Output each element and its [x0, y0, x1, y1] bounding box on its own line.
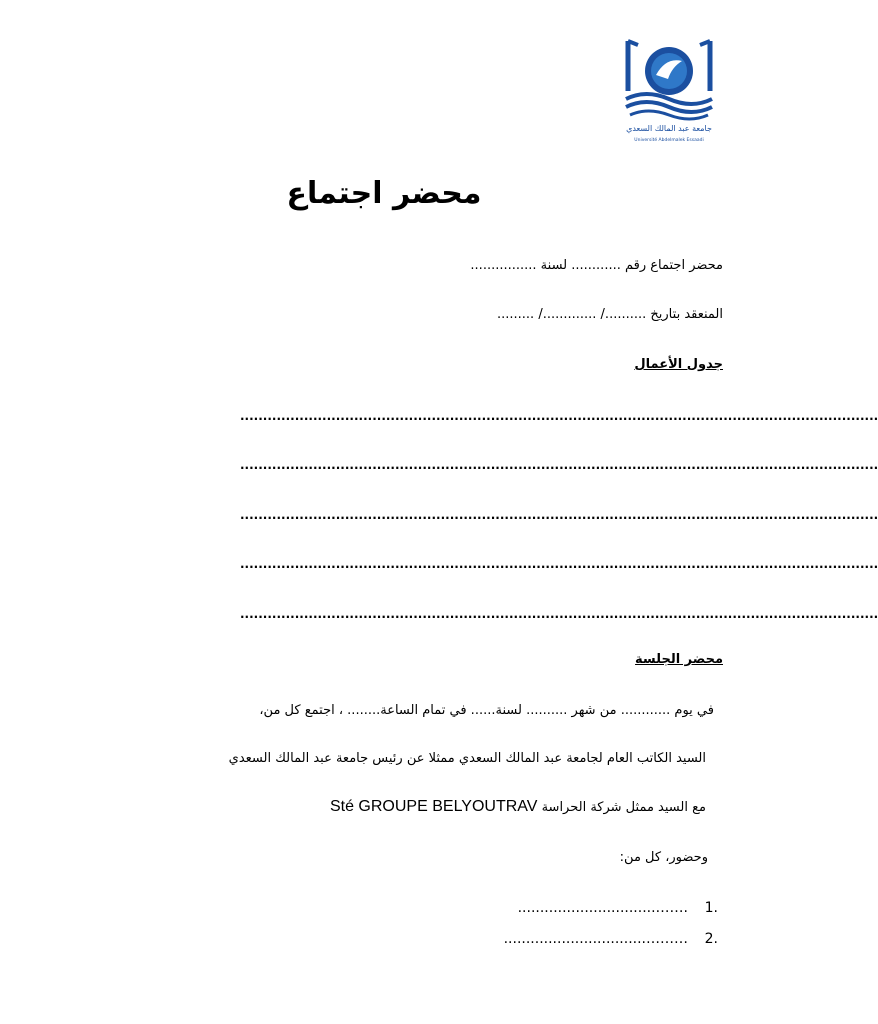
page-title: محضر اجتماع — [286, 176, 482, 211]
security-company-label: مع السيد ممثل شركة الحراسة — [541, 800, 706, 815]
agenda-line-5: ............................................................................................................................................ — [240, 607, 878, 621]
agenda-line-2: ............................................................................................................................................ — [240, 458, 878, 472]
meeting-date-line: المنعقد بتاريخ ........../ ............./ ......... — [497, 307, 723, 322]
agenda-heading: جدول الأعمال — [634, 357, 723, 372]
logo-arabic-text: جامعة عبد المالك السعدي — [626, 124, 712, 133]
attendee-item — [504, 931, 718, 947]
session-heading: محضر الجلسة — [635, 652, 723, 667]
session-line-1: في يوم ............ من شهر .......... لسنة...... في تمام الساعة........ ، اجتمع كل من، — [259, 703, 714, 718]
company-name: Sté GROUPE BELYOUTRAV — [329, 798, 538, 815]
session-line-3 — [330, 798, 706, 816]
agenda-line-4: ............................................................................................................................................ — [240, 557, 878, 571]
session-line-2: السيد الكاتب العام لجامعة عبد المالك السعدي ممثلا عن رئيس جامعة عبد المالك السعدي — [228, 751, 706, 766]
attendee-dots: ...............................……. — [517, 900, 688, 916]
agenda-line-1: ............................................................................................................................................ — [240, 409, 878, 423]
meeting-number-line: محضر اجتماع رقم ............ لسنة ................ — [470, 258, 723, 273]
agenda-line-3: ............................................................................................................................................ — [240, 508, 878, 522]
attendee-number: 2. — [704, 931, 718, 947]
attendee-dots: ................................……… — [503, 931, 688, 947]
logo-latin-text: Université Abdelmalek Essaadi — [634, 138, 704, 143]
attendee-item — [518, 900, 718, 916]
attendance-label: وحضور، كل من: — [619, 850, 708, 865]
university-logo — [616, 27, 722, 147]
attendee-number: 1. — [704, 900, 718, 916]
